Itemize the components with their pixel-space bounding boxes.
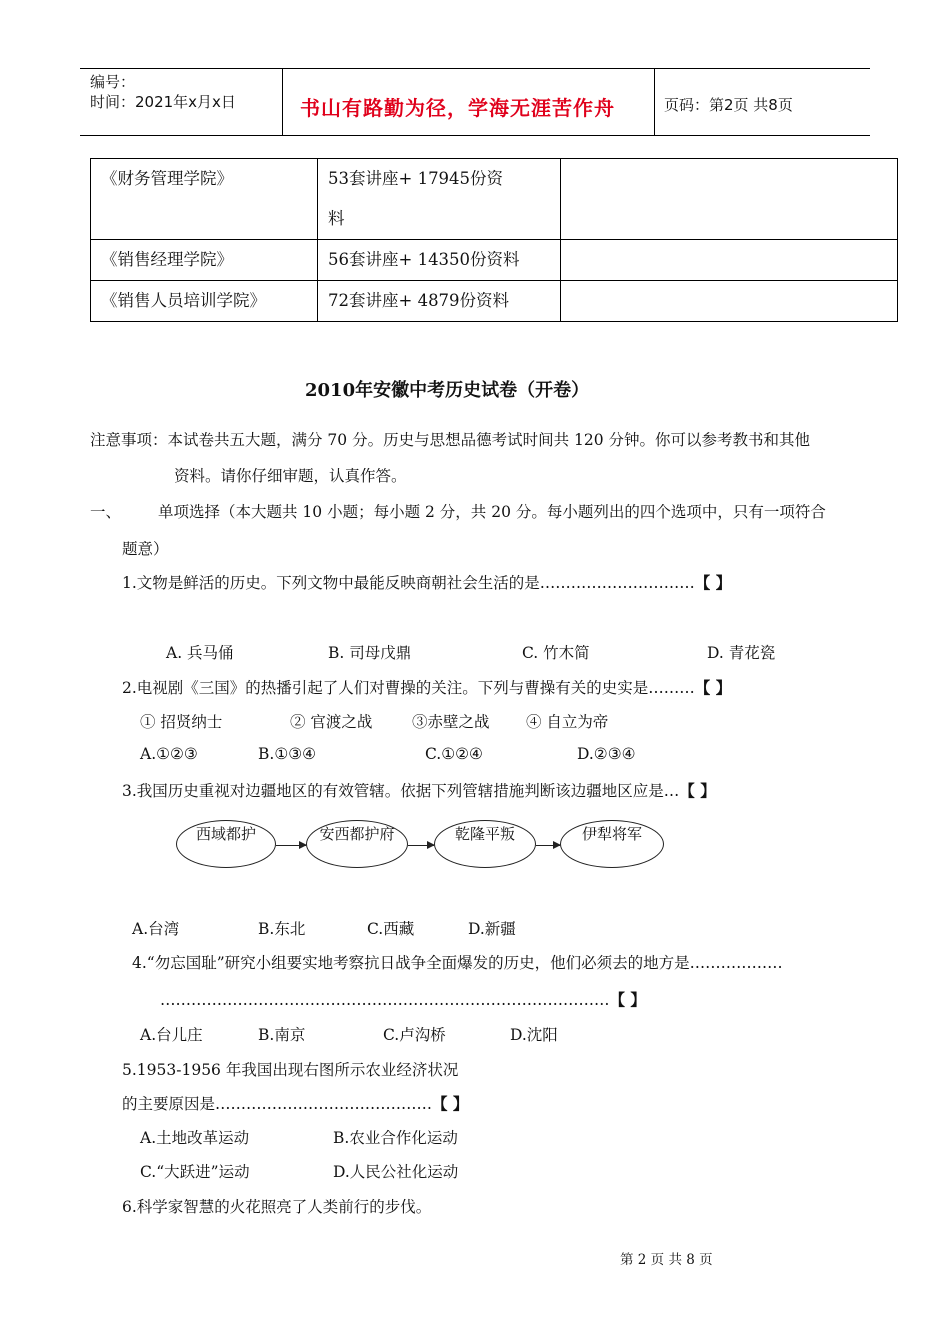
exam-title: 2010年安徽中考历史试卷（开卷） [305, 380, 590, 401]
option-a: A.①②③ [140, 745, 198, 763]
option-a: A.土地改革运动 [140, 1129, 250, 1147]
question-stem: 4.“勿忘国耻”研究小组要实地考察抗日战争全面爆发的历史，他们必须去的地方是……………… [132, 954, 783, 972]
table-cell-count: 72套讲座+ 4879份资料 [318, 281, 561, 322]
flow-node-2: 安西都护府 [306, 820, 408, 868]
option-c: C.①②④ [425, 745, 483, 763]
flow-arrow-icon [408, 845, 434, 846]
table-cell-note [561, 240, 898, 281]
option-b: B.东北 [258, 920, 306, 938]
table-cell-note [561, 159, 898, 240]
statement-2: ② 官渡之战 [290, 713, 373, 731]
answer-bracket: 【 】 [694, 573, 732, 592]
flow-arrow-icon [276, 845, 306, 846]
flow-arrow-icon [536, 845, 560, 846]
header-divider-left [282, 68, 283, 136]
option-b: B.农业合作化运动 [333, 1129, 458, 1147]
section-instruction-line-1: 单项选择（本大题共 10 小题；每小题 2 分，共 20 分。每小题列出的四个选项中，只有一项符合 [158, 503, 826, 521]
header-bottom-rule [80, 135, 870, 136]
option-d: D.②③④ [577, 745, 636, 763]
option-a: A. 兵马俑 [166, 644, 234, 662]
question-stem: 3.我国历史重视对边疆地区的有效管辖。依据下列管辖措施判断该边疆地区应是… [122, 782, 680, 800]
header-top-rule [80, 68, 870, 69]
flow-node-4: 伊犁将军 [560, 820, 664, 868]
flow-node-1: 西域都护 [176, 820, 276, 868]
table-cell-name: 《销售人员培训学院》 [91, 281, 318, 322]
table-row [91, 240, 898, 281]
option-b: B. 司母戊鼎 [328, 644, 412, 662]
option-d: D.新疆 [468, 920, 516, 938]
answer-bracket: 【 】 [432, 1094, 469, 1113]
option-c: C. 竹木简 [522, 644, 590, 662]
statement-3: ③赤壁之战 [412, 713, 490, 731]
option-d: D. 青花瓷 [707, 644, 776, 662]
option-a: A.台湾 [132, 920, 180, 938]
resource-table [90, 158, 898, 322]
question-stem-continued: …………………………………………………………………………… [160, 991, 610, 1009]
table-cell-name: 《销售经理学院》 [91, 240, 318, 281]
table-cell-count: 56套讲座+ 14350份资料 [318, 240, 561, 281]
option-b: B.①③④ [258, 745, 317, 763]
statement-1: ① 招贤纳士 [140, 713, 223, 731]
notice-line-1: 注意事项：本试卷共五大题，满分 70 分。历史与思想品德考试时间共 120 分钟。你可以参考教书和其他 [90, 431, 811, 449]
option-c: C.西藏 [367, 920, 415, 938]
question-6-stem: 6.科学家智慧的火花照亮了人类前行的步伐。 [122, 1198, 432, 1216]
answer-bracket: 【 】 [609, 990, 646, 1009]
page-footer: 第 2 页 共 8 页 [620, 1252, 713, 1268]
table-cell-note [561, 281, 898, 322]
question-stem: 5.1953-1956 年我国出现右图所示农业经济状况 [122, 1061, 459, 1079]
table-cell-count: 53套讲座+ 17945份资 料 [318, 159, 561, 240]
page-number-label: 页码：第2页 共8页 [664, 96, 793, 114]
time-label: 时间：2021年x月x日 [90, 93, 236, 111]
notice-line-2: 资料。请你仔细审题，认真作答。 [174, 467, 407, 485]
option-c: C.“大跃进”运动 [140, 1163, 250, 1181]
option-b: B.南京 [258, 1026, 306, 1044]
header-motto: 书山有路勤为径，学海无涯苦作舟 [300, 96, 615, 120]
serial-label: 编号： [90, 73, 136, 91]
question-stem: 1.文物是鲜活的历史。下列文物中最能反映商朝社会生活的是………………………… [122, 574, 695, 592]
header-divider-right [654, 68, 655, 136]
statement-4: ④ 自立为帝 [526, 713, 609, 731]
option-a: A.台儿庄 [140, 1026, 203, 1044]
flow-node-3: 乾隆平叛 [434, 820, 536, 868]
table-row [91, 281, 898, 322]
table-row [91, 159, 898, 240]
question-stem-continued: 的主要原因是…………………………………… [122, 1095, 433, 1113]
section-instruction-line-2: 题意） [122, 540, 169, 558]
option-d: D.人民公社化运动 [333, 1163, 459, 1181]
option-c: C.卢沟桥 [383, 1026, 446, 1044]
answer-bracket: 【 】 [694, 678, 732, 697]
option-d: D.沈阳 [510, 1026, 558, 1044]
answer-bracket: 【 】 [679, 781, 716, 800]
section-number: 一、 [90, 503, 122, 521]
table-cell-name: 《财务管理学院》 [91, 159, 318, 240]
question-stem: 2.电视剧《三国》的热播引起了人们对曹操的关注。下列与曹操有关的史实是……… [122, 679, 695, 697]
